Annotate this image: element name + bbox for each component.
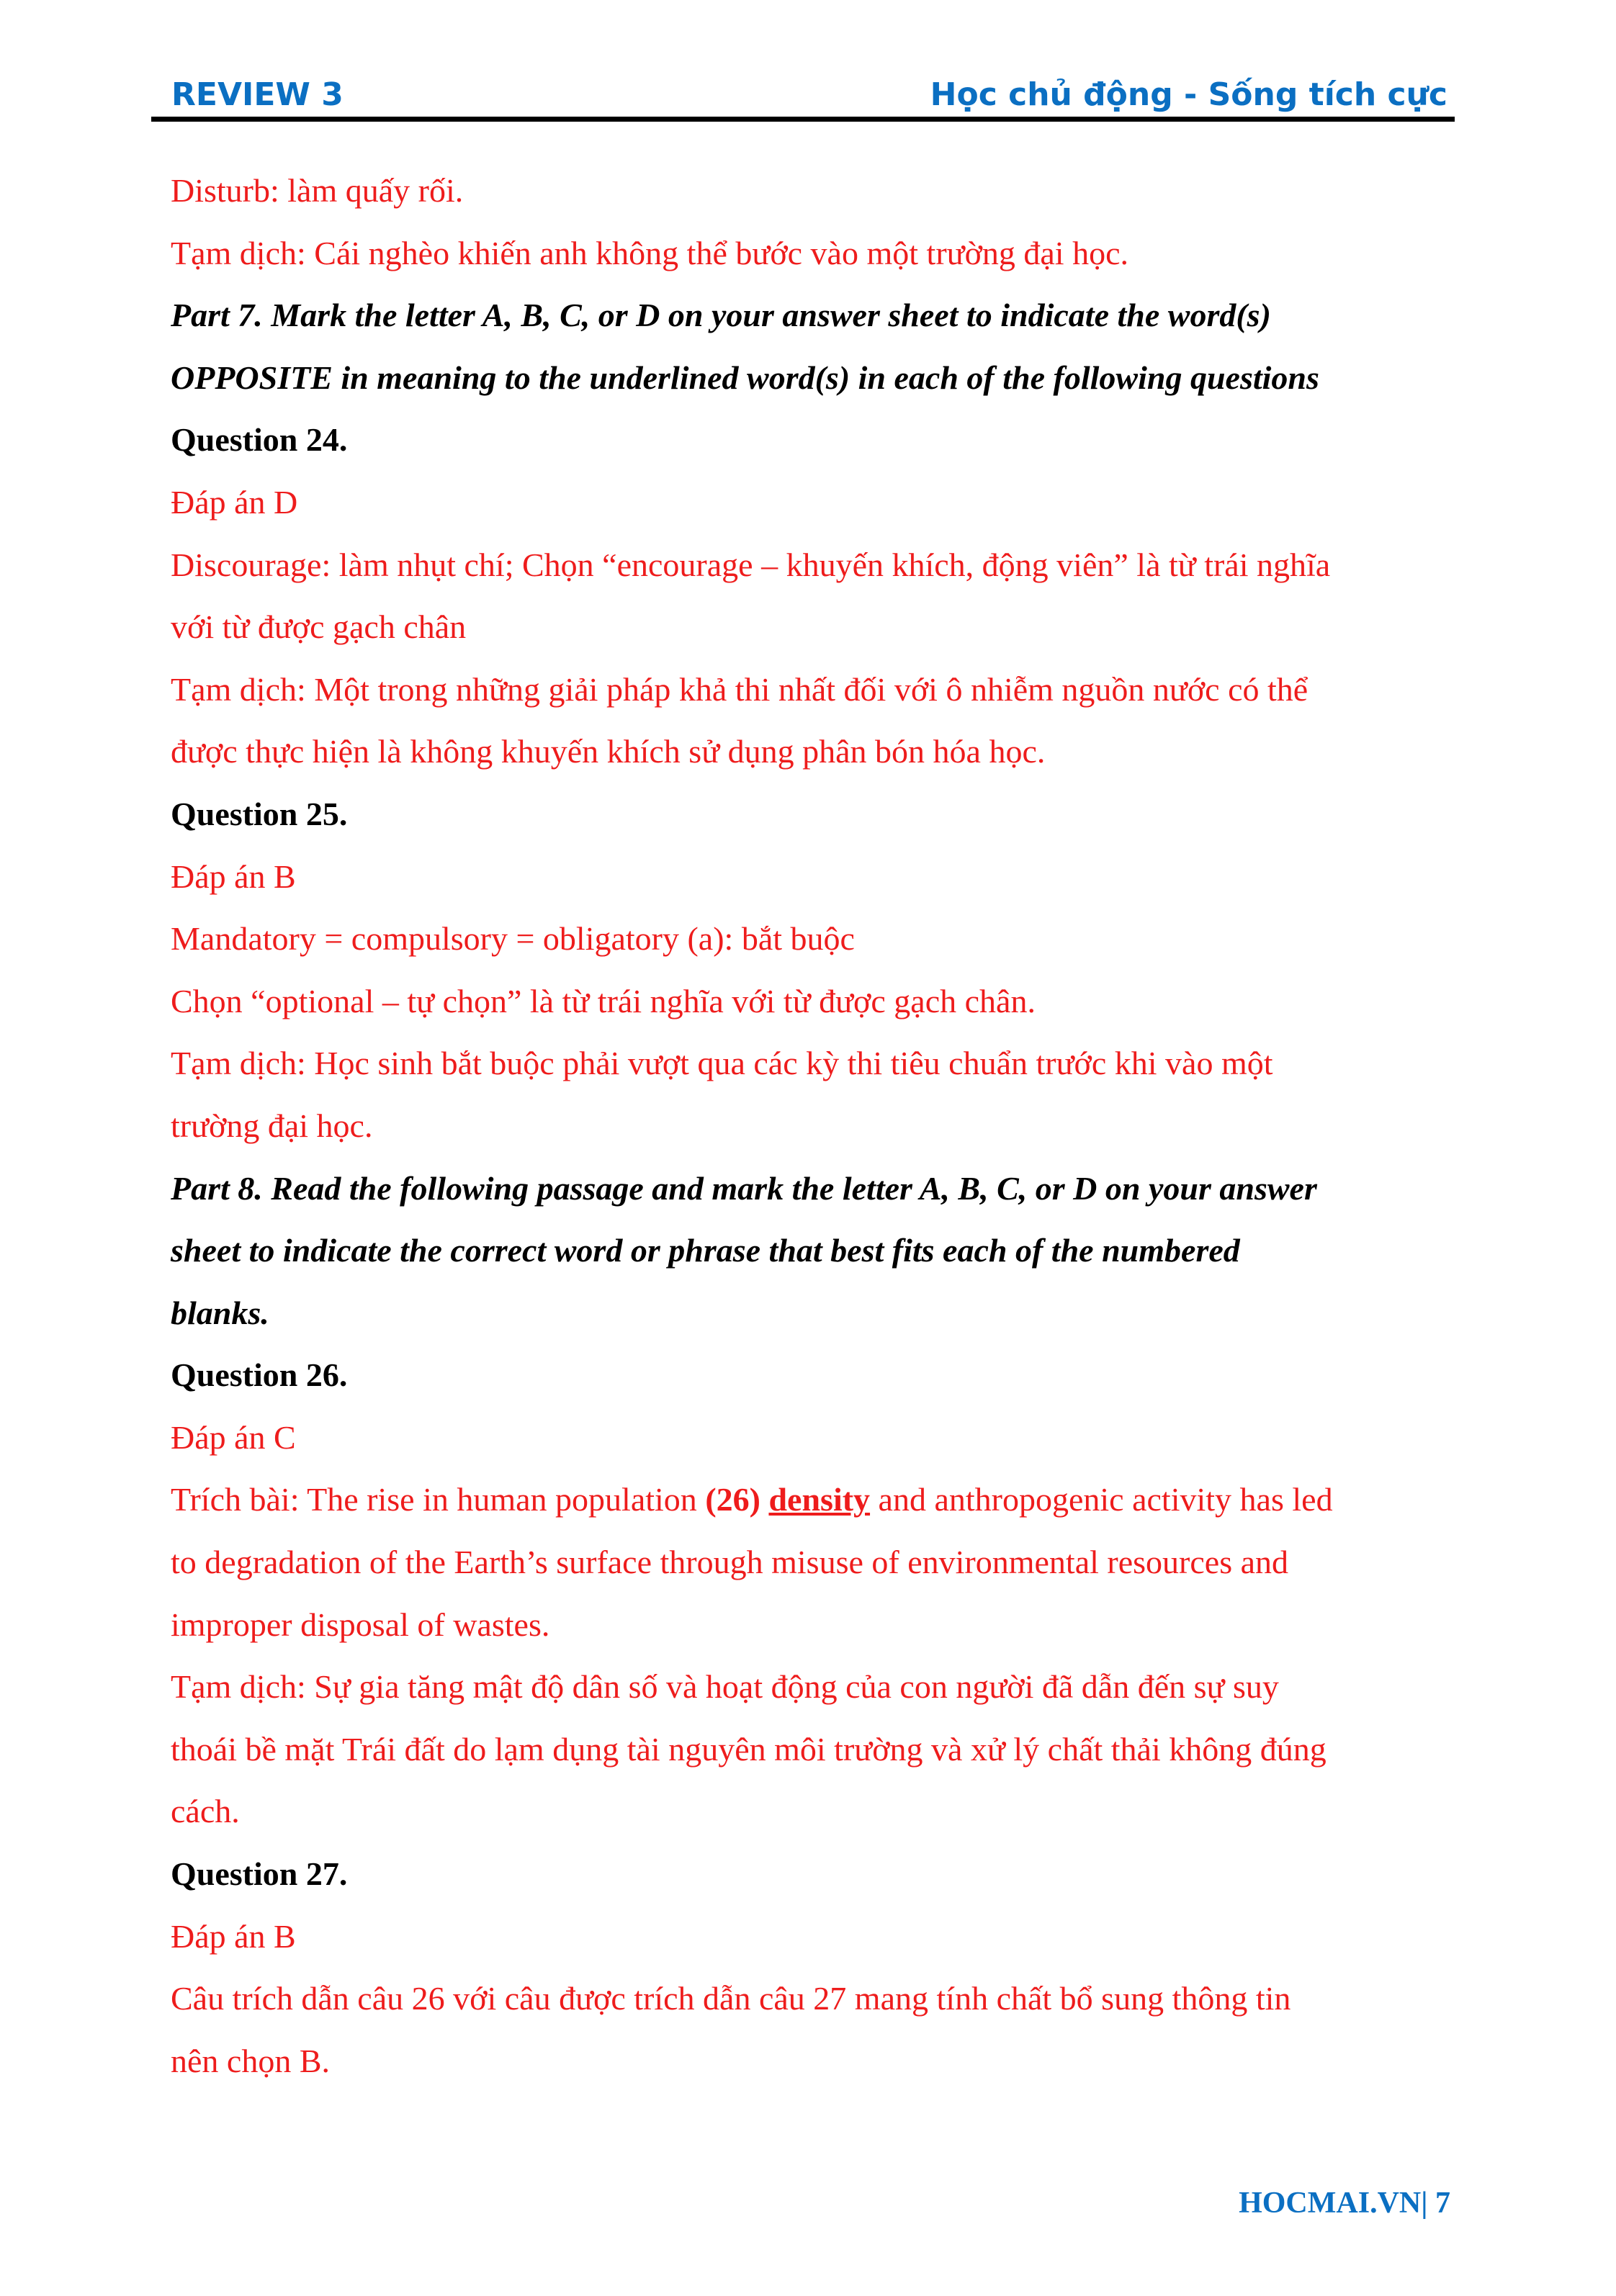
part-7-instruction-line-1: Part 7. Mark the letter A, B, C, or D on your answer sheet to indicate the word(s) [171, 297, 1271, 334]
answer-25: Đáp án B [171, 857, 296, 895]
question-26-heading: Question 26. [171, 1356, 348, 1394]
excerpt-26-line-2: to degradation of the Earth’s surface through misuse of environmental resources and [171, 1544, 1289, 1581]
part-8-instruction-line-3: blanks. [171, 1294, 269, 1331]
review-title: REVIEW 3 [171, 76, 344, 113]
translation-25-line-2: trường đại học. [171, 1107, 373, 1144]
blank-number-26: (26) [705, 1481, 760, 1518]
explanation-27-line-2: nên chọn B. [171, 2042, 331, 2079]
explanation-25: Chọn “optional – tự chọn” là từ trái nghĩa với từ được gạch chân. [171, 982, 1036, 1019]
footer-separator: | [1421, 2187, 1435, 2220]
question-24-heading: Question 24. [171, 421, 348, 459]
question-25-heading: Question 25. [171, 795, 348, 832]
translation-23: Tạm dịch: Cái nghèo khiến anh không thể bước vào một trường đại học. [171, 234, 1129, 271]
explanation-27-line-1: Câu trích dẫn câu 26 với câu được trích dẫn câu 27 mang tính chất bổ sung thông tin [171, 1980, 1291, 2017]
translation-26-line-3: cách. [171, 1793, 240, 1830]
translation-26-line-1: Tạm dịch: Sự gia tăng mật độ dân số và hoạt động của con người đã dẫn đến sự suy [171, 1668, 1279, 1706]
translation-25-line-1: Tạm dịch: Học sinh bắt buộc phải vượt qua các kỳ thi tiêu chuẩn trước khi vào một [171, 1045, 1273, 1082]
translation-26-line-2: thoái bề mặt Trái đất do lạm dụng tài nguyên môi trường và xử lý chất thải không đúng [171, 1730, 1327, 1768]
header-divider [151, 117, 1455, 122]
vocab-mandatory: Mandatory = compulsory = obligatory (a): bắt buộc [171, 920, 855, 958]
part-8-instruction-line-2: sheet to indicate the correct word or phrase that best fits each of the numbered [171, 1232, 1240, 1269]
translation-24-line-1: Tạm dịch: Một trong những giải pháp khả thi nhất đối với ô nhiễm nguồn nước có thể [171, 670, 1308, 708]
keyword-density: density [768, 1481, 871, 1518]
page-number: 7 [1435, 2187, 1450, 2220]
explanation-24-line-2: với từ được gạch chân [171, 608, 467, 646]
translation-24-line-2: được thực hiện là không khuyến khích sử dụng phân bón hóa học. [171, 733, 1046, 770]
page-footer [1239, 2182, 1450, 2225]
footer-site: HOCMAI.VN [1239, 2187, 1422, 2220]
header-slogan: Học chủ động - Sống tích cực [930, 76, 1447, 113]
part-7-instruction-line-2: OPPOSITE in meaning to the underlined word(s) in each of the following questions [171, 359, 1319, 396]
excerpt-26-line-3: improper disposal of wastes. [171, 1606, 550, 1643]
answer-27: Đáp án B [171, 1917, 296, 1955]
excerpt-suffix: and anthropogenic activity has led [870, 1481, 1333, 1518]
answer-24: Đáp án D [171, 483, 298, 521]
explanation-24-line-1: Discourage: làm nhụt chí; Chọn “encourage – khuyến khích, động viên” là từ trái nghĩa [171, 546, 1331, 583]
vocab-disturb: Disturb: làm quấy rối. [171, 172, 464, 209]
answer-26: Đáp án C [171, 1418, 296, 1456]
excerpt-26-line-1 [171, 1469, 1460, 1531]
document-body [171, 160, 1460, 2092]
excerpt-prefix: Trích bài: The rise in human population [171, 1481, 706, 1518]
question-27-heading: Question 27. [171, 1855, 348, 1893]
page-header [151, 72, 1455, 118]
part-8-instruction-line-1: Part 8. Read the following passage and mark the letter A, B, C, or D on your answer [171, 1169, 1317, 1207]
